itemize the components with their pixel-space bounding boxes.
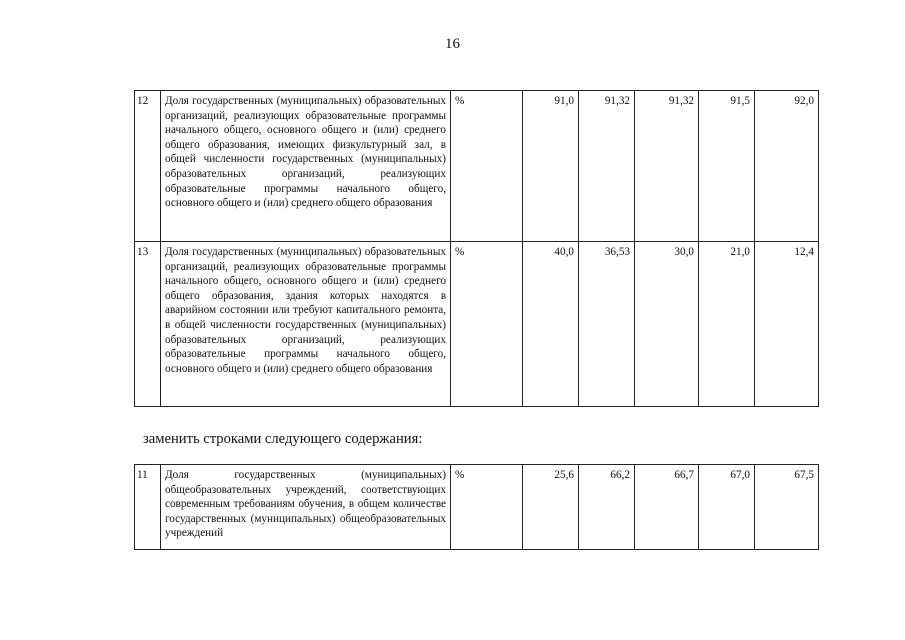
indicator-table-current (134, 90, 819, 407)
indicator-name: Доля государственных (муниципальных) общеобразовательных учреждений, соответствующих современным требованиям обучения, в общем количестве государственных (муниципальных) общеобразовательных учреждений (161, 465, 451, 550)
value-cell: 12,4 (755, 242, 819, 407)
value-cell: 91,32 (635, 91, 699, 242)
table-row (135, 465, 819, 550)
value-cell: 91,32 (579, 91, 635, 242)
table-row (135, 91, 819, 242)
value-cell: 30,0 (635, 242, 699, 407)
row-number: 13 (135, 242, 161, 407)
table-row (135, 242, 819, 407)
value-cell: 67,0 (699, 465, 755, 550)
value-cell: 91,5 (699, 91, 755, 242)
value-cell: 21,0 (699, 242, 755, 407)
value-cell: 67,5 (755, 465, 819, 550)
unit-cell: % (451, 91, 523, 242)
unit-cell: % (451, 242, 523, 407)
value-cell: 92,0 (755, 91, 819, 242)
value-cell: 25,6 (523, 465, 579, 550)
row-number: 12 (135, 91, 161, 242)
value-cell: 66,2 (579, 465, 635, 550)
indicator-name: Доля государственных (муниципальных) образовательных организаций, реализующих образовательные программы начального общего, основного общего и (или) среднего общего образования, здания которых находятся в аварийном состоянии или требуют капитального ремонта, в общей численности государственных (муниципальных) образовательных организаций, реализующих образовательные программы начального общего, основного общего и (или) среднего общего образования (161, 242, 451, 407)
value-cell: 40,0 (523, 242, 579, 407)
replace-note: заменить строками следующего содержания: (143, 431, 423, 447)
row-number: 11 (135, 465, 161, 550)
value-cell: 36,53 (579, 242, 635, 407)
indicator-name: Доля государственных (муниципальных) образовательных организаций, реализующих образовательные программы начального общего, основного общего и (или) среднего общего образования, имеющих физкультурный зал, в общей численности государственных (муниципальных) образовательных организаций, реализующих образовательные программы начального общего, основного общего и (или) среднего общего образования (161, 91, 451, 242)
unit-cell: % (451, 465, 523, 550)
value-cell: 66,7 (635, 465, 699, 550)
indicator-table-replacement (134, 464, 819, 550)
value-cell: 91,0 (523, 91, 579, 242)
page-number: 16 (445, 36, 460, 52)
